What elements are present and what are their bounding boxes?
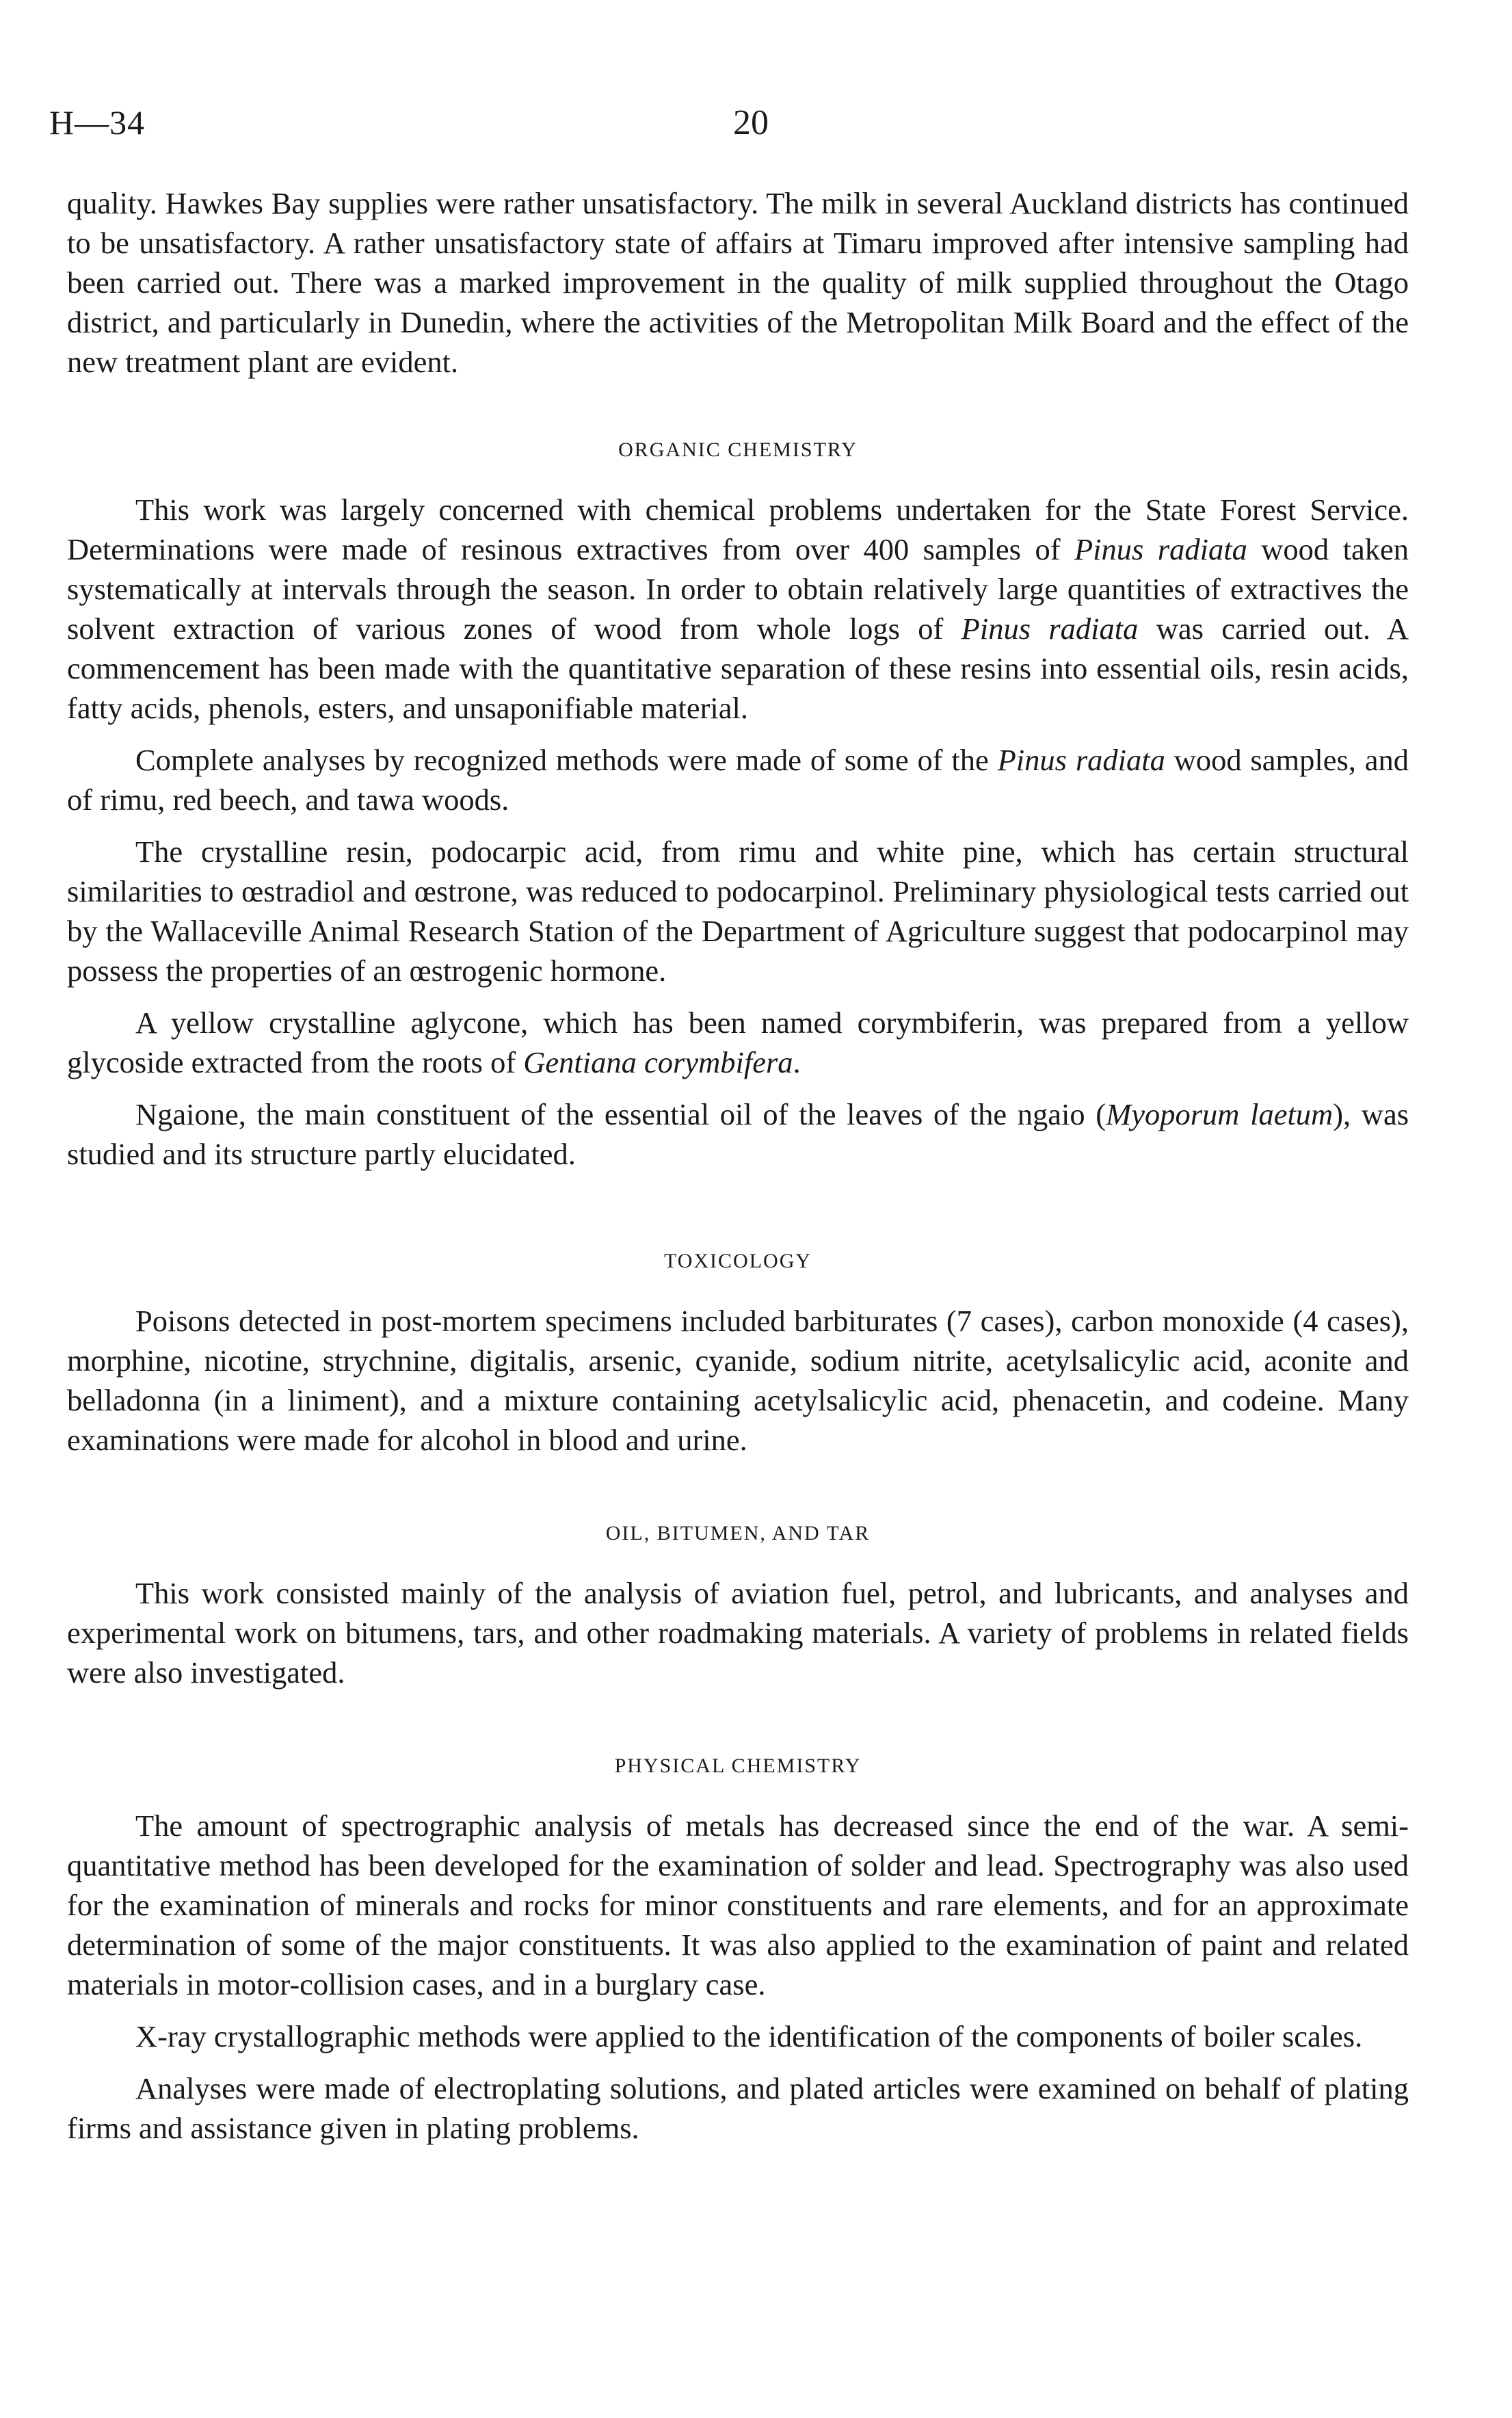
organic-paragraph-2 xyxy=(67,740,1409,819)
organic-paragraph-1 xyxy=(67,490,1409,728)
physical-paragraph-2: X-ray crystallographic methods were applied to the identification of the components of boiler scales. xyxy=(135,2019,1363,2053)
physical-paragraph-3: Analyses were made of electroplating solutions, and plated articles were examined on behalf of plating firms and assistance given in plating problems. xyxy=(67,2071,1409,2145)
section-heading-physical-chemistry: PHYSICAL CHEMISTRY xyxy=(614,1755,862,1777)
toxicology-paragraph: Poisons detected in post-mortem specimens included barbiturates (7 cases), carbon monoxide (4 cases), morphine, nicotine, strychnine, digitalis, arsenic, cyanide, sodium nitrite, acetylsalicylic acid, aconite and belladonna (in a liniment), and a mixture containing acetylsalicylic acid, phenacetin, and codeine. Many examinations were made for alcohol in blood and urine. xyxy=(67,1304,1409,1457)
species-name: Pinus radiata xyxy=(997,743,1165,777)
text-run: This work was largely concerned with chemical problems undertaken for the State Forest Service. Determinations were made of resinous extractives from over 400 samples of xyxy=(67,492,1409,566)
text-run: A yellow crystalline aglycone, which has been named corymbiferin, was prepared from a yellow glycoside extracted from the roots of xyxy=(67,1006,1409,1079)
page-header xyxy=(49,103,1444,150)
species-name: Myoporum laetum xyxy=(1106,1097,1334,1131)
physical-paragraph-1: The amount of spectrographic analysis of metals has decreased since the end of the war. A semi-quantitative method has been developed for the examination of solder and lead. Spectrography was also used for the examination of minerals and rocks for minor constituents and rare elements, and for an approximate determination of some of the major constituents. It was also applied to the examination of paint and related materials in motor-collision cases, and in a burglary case. xyxy=(67,1809,1409,2001)
species-name: Gentiana corymbifera xyxy=(523,1045,793,1079)
oil-paragraph: This work consisted mainly of the analysis of aviation fuel, petrol, and lubricants, and analyses and experimental work on bitumens, tars, and other roadmaking materials. A variety of problems in related fields were also investigated. xyxy=(67,1576,1409,1690)
organic-paragraph-5 xyxy=(67,1094,1409,1174)
text-run: wood taken systematically at intervals through the season. In order to obtain relatively large quantities of extractives the solvent extraction of various zones of wood from whole logs of xyxy=(67,532,1409,646)
text-run: wood samples, and of rimu, red beech, and tawa woods. xyxy=(67,743,1409,817)
text-run: Ngaione, the main constituent of the essential oil of the leaves of the ngaio ( xyxy=(135,1097,1106,1131)
organic-paragraph-4 xyxy=(67,1003,1409,1082)
text-run: . xyxy=(793,1045,801,1079)
text-run: ), was studied and its structure partly elucidated. xyxy=(67,1097,1409,1171)
organic-paragraph-3: The crystalline resin, podocarpic acid, from rimu and white pine, which has certain structural similarities to œstradiol and œstrone, was reduced to podocarpinol. Preliminary physiological tests carried out by the Wallaceville Animal Research Station of the Department of Agriculture suggest that podocarpinol may possess the properties of an œstrogenic hormone. xyxy=(67,835,1409,988)
section-heading-organic-chemistry: ORGANIC CHEMISTRY xyxy=(618,438,858,461)
document-body xyxy=(67,183,1409,2160)
section-heading-oil-bitumen-tar: OIL, BITUMEN, AND TAR xyxy=(605,1522,871,1545)
text-run: Complete analyses by recognized methods were made of some of the xyxy=(135,743,998,777)
species-name: Pinus radiata xyxy=(961,612,1139,646)
text-run: was carried out. A commencement has been made with the quantitative separation of these resins into essential oils, resin acids, fatty acids, phenols, esters, and unsaponifiable material. xyxy=(67,612,1409,725)
document-code: H—34 xyxy=(49,103,146,142)
intro-paragraph: quality. Hawkes Bay supplies were rather unsatisfactory. The milk in several Auckland districts has continued to be unsatisfactory. A rather unsatisfactory state of affairs at Timaru improved after intensive sampling had been carried out. There was a marked improvement in the quality of milk supplied throughout the Otago district, and particularly in Dunedin, where the activities of the Metropolitan Milk Board and the effect of the new treatment plant are evident. xyxy=(67,186,1409,379)
page-number: 20 xyxy=(733,103,769,142)
species-name: Pinus radiata xyxy=(1074,532,1247,566)
section-heading-toxicology: TOXICOLOGY xyxy=(663,1250,812,1272)
